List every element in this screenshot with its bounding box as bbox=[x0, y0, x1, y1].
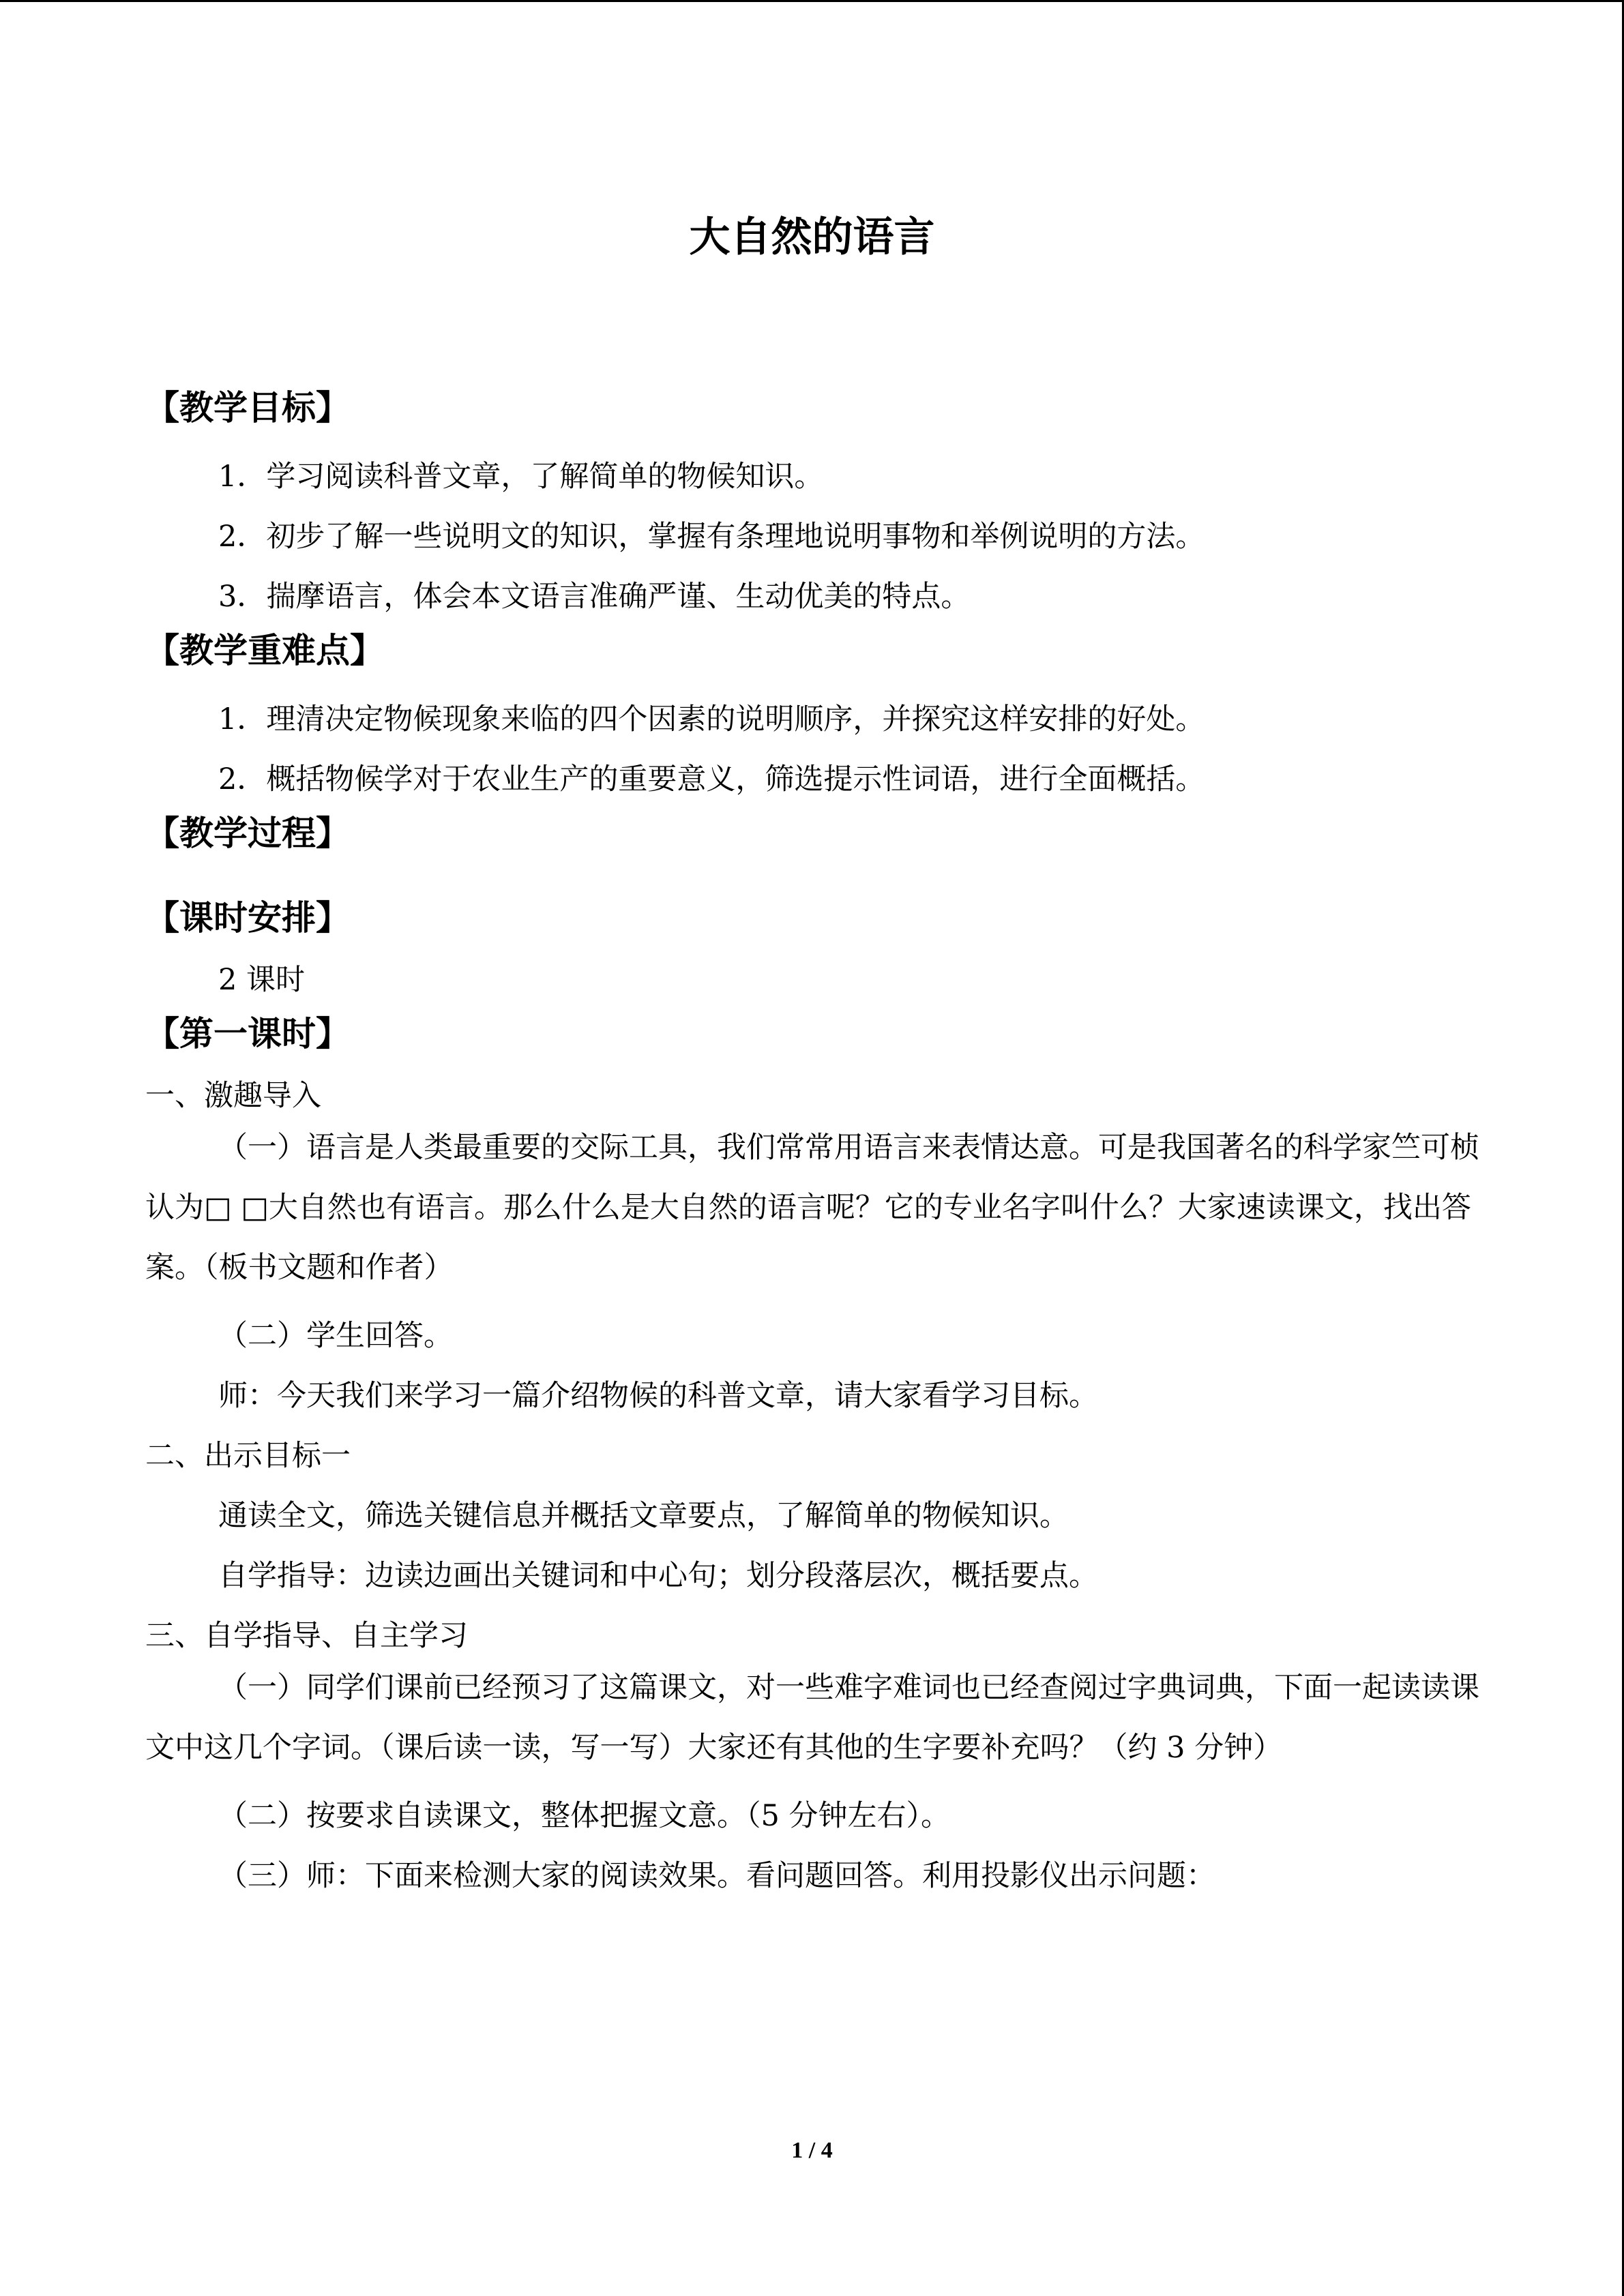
process-heading: 【教学过程】 bbox=[145, 814, 350, 853]
document-body bbox=[145, 384, 1482, 1898]
paragraph: （一）语言是人类最重要的交际工具，我们常常用语言来表情达意。可是我国著名的科学家竺可桢认为□ □大自然也有语言。那么什么是大自然的语言呢？它的专业名字叫什么？大家速读课文，找出答案。（板书文题和作者） bbox=[145, 1131, 1479, 1285]
schedule-heading: 【课时安排】 bbox=[145, 898, 350, 938]
objectives-heading: 【教学目标】 bbox=[145, 388, 350, 428]
paragraph: 通读全文，筛选关键信息并概括文章要点，了解简单的物候知识。 bbox=[218, 1499, 1069, 1533]
section-title: 三、自学指导、自主学习 bbox=[145, 1619, 468, 1653]
key-point-item: 2．概括物候学对于农业生产的重要意义，筛选提示性词语，进行全面概括。 bbox=[218, 762, 1205, 796]
paragraph: （三）师：下面来检测大家的阅读效果。看问题回答。利用投影仪出示问题： bbox=[218, 1859, 1215, 1893]
key-point-item: 1．理清决定物候现象来临的四个因素的说明顺序，并探究这样安排的好处。 bbox=[218, 702, 1205, 736]
paragraph: 自学指导：边读边画出关键词和中心句；划分段落层次，概括要点。 bbox=[218, 1559, 1098, 1593]
section-title: 一、激趣导入 bbox=[145, 1079, 321, 1113]
page-number: 1 / 4 bbox=[791, 2138, 833, 2163]
objective-item: 3．揣摩语言，体会本文语言准确严谨、生动优美的特点。 bbox=[218, 580, 971, 614]
schedule-value: 2 课时 bbox=[218, 963, 306, 997]
paragraph: （二）学生回答。 bbox=[218, 1319, 453, 1353]
document-title: 大自然的语言 bbox=[689, 213, 935, 261]
key-points-heading: 【教学重难点】 bbox=[145, 631, 384, 670]
section-title: 二、出示目标一 bbox=[145, 1439, 351, 1473]
objective-item: 2．初步了解一些说明文的知识，掌握有条理地说明事物和举例说明的方法。 bbox=[218, 520, 1205, 554]
first-lesson-heading: 【第一课时】 bbox=[145, 1014, 350, 1054]
paragraph: （一）同学们课前已经预习了这篇课文，对一些难字难词也已经查阅过字典词典，下面一起读读课文中这几个字词。（课后读一读，写一写）大家还有其他的生字要补充吗？（约 3 分钟） bbox=[145, 1671, 1479, 1765]
paragraph: （二）按要求自读课文，整体把握文意。（5 分钟左右）。 bbox=[218, 1799, 951, 1833]
paragraph: 师：今天我们来学习一篇介绍物候的科普文章，请大家看学习目标。 bbox=[218, 1379, 1098, 1413]
objective-item: 1．学习阅读科普文章，了解简单的物候知识。 bbox=[218, 460, 824, 494]
